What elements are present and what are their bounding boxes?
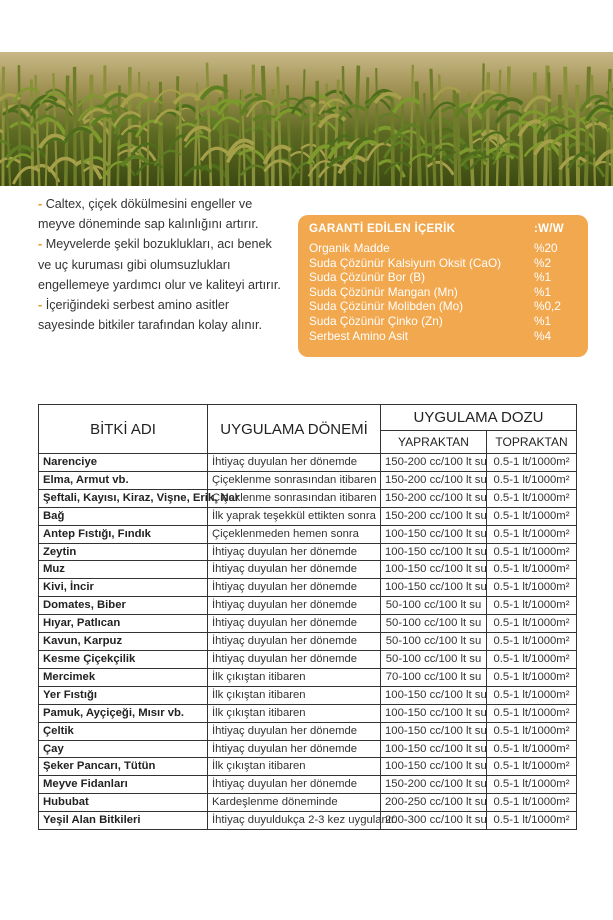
soil-dose-cell: 0.5-1 lt/1000m² xyxy=(487,561,577,579)
guaranteed-content-row xyxy=(309,285,578,300)
header-plant-name: BİTKİ ADI xyxy=(39,405,208,454)
period-cell: İhtiyaç duyulan her dönemde xyxy=(208,740,381,758)
table-row xyxy=(39,489,577,507)
soil-dose-cell: 0.5-1 lt/1000m² xyxy=(487,615,577,633)
period-cell: Çiçeklenmeden hemen sonra xyxy=(208,525,381,543)
guaranteed-content-row xyxy=(309,329,578,344)
guaranteed-content-row xyxy=(309,314,578,329)
soil-dose-cell: 0.5-1 lt/1000m² xyxy=(487,633,577,651)
header-foliar: YAPRAKTAN xyxy=(381,431,487,454)
plant-name-cell: Antep Fıstığı, Fındık xyxy=(39,525,208,543)
foliar-dose-cell: 100-150 cc/100 lt su xyxy=(381,561,487,579)
soil-dose-cell: 0.5-1 lt/1000m² xyxy=(487,812,577,830)
ingredient-value: %4 xyxy=(534,328,552,343)
foliar-dose-cell: 50-100 cc/100 lt su xyxy=(381,650,487,668)
soil-dose-cell: 0.5-1 lt/1000m² xyxy=(487,758,577,776)
foliar-dose-cell: 100-150 cc/100 lt su xyxy=(381,740,487,758)
soil-dose-cell: 0.5-1 lt/1000m² xyxy=(487,543,577,561)
foliar-dose-cell: 100-150 cc/100 lt su xyxy=(381,758,487,776)
foliar-dose-cell: 100-150 cc/100 lt su xyxy=(381,722,487,740)
table-row xyxy=(39,704,577,722)
soil-dose-cell: 0.5-1 lt/1000m² xyxy=(487,454,577,472)
bullet-item: - Caltex, çiçek dökülmesini engeller ve meyve döneminde sap kalınlığını artırır. xyxy=(38,197,259,232)
ingredient-name: Suda Çözünür Bor (B) xyxy=(309,270,426,285)
soil-dose-cell: 0.5-1 lt/1000m² xyxy=(487,740,577,758)
soil-dose-cell: 0.5-1 lt/1000m² xyxy=(487,471,577,489)
table-row xyxy=(39,650,577,668)
guaranteed-content-unit: :W/W xyxy=(534,223,564,235)
plant-name-cell: Çay xyxy=(39,740,208,758)
plant-name-cell: Kivi, İncir xyxy=(39,579,208,597)
guaranteed-content-row xyxy=(309,270,578,285)
plant-name-cell: Domates, Biber xyxy=(39,597,208,615)
guaranteed-content-row xyxy=(309,299,578,314)
period-cell: İlk çıkıştan itibaren xyxy=(208,668,381,686)
period-cell: İhtiyaç duyulan her dönemde xyxy=(208,633,381,651)
foliar-dose-cell: 150-200 cc/100 lt su xyxy=(381,776,487,794)
table-row xyxy=(39,722,577,740)
table-row xyxy=(39,525,577,543)
soil-dose-cell: 0.5-1 lt/1000m² xyxy=(487,686,577,704)
table-row xyxy=(39,507,577,525)
period-cell: İhtiyaç duyulan her dönemde xyxy=(208,543,381,561)
foliar-dose-cell: 100-150 cc/100 lt su xyxy=(381,704,487,722)
ingredient-value: %20 xyxy=(534,241,558,255)
ingredient-name: Suda Çözünür Molibden (Mo) xyxy=(309,299,464,314)
table-row xyxy=(39,471,577,489)
corn-stalks-illustration xyxy=(0,52,613,186)
guaranteed-content-row xyxy=(309,256,578,271)
soil-dose-cell: 0.5-1 lt/1000m² xyxy=(487,525,577,543)
plant-name-cell: Kesme Çiçekçilik xyxy=(39,650,208,668)
table-row xyxy=(39,579,577,597)
plant-name-cell: Şeftali, Kayısı, Kiraz, Vişne, Erik, Nar xyxy=(39,489,208,507)
period-cell: İhtiyaç duyulan her dönemde xyxy=(208,615,381,633)
foliar-dose-cell: 100-150 cc/100 lt su xyxy=(381,579,487,597)
soil-dose-cell: 0.5-1 lt/1000m² xyxy=(487,579,577,597)
soil-dose-cell: 0.5-1 lt/1000m² xyxy=(487,722,577,740)
table-row xyxy=(39,543,577,561)
foliar-dose-cell: 50-100 cc/100 lt su xyxy=(381,633,487,651)
table-row xyxy=(39,812,577,830)
soil-dose-cell: 0.5-1 lt/1000m² xyxy=(487,794,577,812)
table-row xyxy=(39,758,577,776)
ingredient-name: Serbest Amino Asit xyxy=(309,328,409,343)
period-cell: İhtiyaç duyulan her dönemde xyxy=(208,579,381,597)
table-row xyxy=(39,794,577,812)
foliar-dose-cell: 200-300 cc/100 lt su xyxy=(381,812,487,830)
guaranteed-content-title: GARANTİ EDİLEN İÇERİK xyxy=(309,223,456,235)
ingredient-value: %1 xyxy=(534,313,552,328)
period-cell: Çiçeklenme sonrasından itibaren xyxy=(208,471,381,489)
period-cell: İlk çıkıştan itibaren xyxy=(208,686,381,704)
plant-name-cell: Hıyar, Patlıcan xyxy=(39,615,208,633)
ingredient-name: Suda Çözünür Mangan (Mn) xyxy=(309,284,458,299)
foliar-dose-cell: 150-200 cc/100 lt su xyxy=(381,471,487,489)
soil-dose-cell: 0.5-1 lt/1000m² xyxy=(487,597,577,615)
ingredient-value: %1 xyxy=(534,284,552,299)
product-description xyxy=(38,194,283,335)
foliar-dose-cell: 50-100 cc/100 lt su xyxy=(381,615,487,633)
plant-name-cell: Meyve Fidanları xyxy=(39,776,208,794)
plant-name-cell: Muz xyxy=(39,561,208,579)
soil-dose-cell: 0.5-1 lt/1000m² xyxy=(487,668,577,686)
ingredient-value: %0,2 xyxy=(534,299,561,314)
table-row xyxy=(39,633,577,651)
plant-name-cell: Narenciye xyxy=(39,454,208,472)
ingredient-name: Suda Çözünür Çinko (Zn) xyxy=(309,313,443,328)
foliar-dose-cell: 100-150 cc/100 lt su xyxy=(381,686,487,704)
bullet-item: - Meyvelerde şekil bozuklukları, acı benek ve uç kuruması gibi olumsuzlukları engellemeye yardımcı olur ve kaliteyi artırır. xyxy=(38,237,281,292)
foliar-dose-cell: 50-100 cc/100 lt su xyxy=(381,597,487,615)
application-dose-table xyxy=(38,404,577,830)
header-application-period: UYGULAMA DÖNEMİ xyxy=(208,405,381,454)
foliar-dose-cell: 150-200 cc/100 lt su xyxy=(381,507,487,525)
soil-dose-cell: 0.5-1 lt/1000m² xyxy=(487,489,577,507)
header-soil: TOPRAKTAN xyxy=(487,431,577,454)
ingredient-value: %2 xyxy=(534,255,552,270)
plant-name-cell: Yeşil Alan Bitkileri xyxy=(39,812,208,830)
guaranteed-content-row xyxy=(309,241,578,256)
period-cell: İhtiyaç duyulan her dönemde xyxy=(208,561,381,579)
period-cell: İlk çıkıştan itibaren xyxy=(208,758,381,776)
foliar-dose-cell: 150-200 cc/100 lt su xyxy=(381,489,487,507)
table-row xyxy=(39,740,577,758)
period-cell: İlk yaprak teşekkül ettikten sonra xyxy=(208,507,381,525)
plant-name-cell: Yer Fıstığı xyxy=(39,686,208,704)
plant-name-cell: Hububat xyxy=(39,794,208,812)
table-row xyxy=(39,561,577,579)
period-cell: İlk çıkıştan itibaren xyxy=(208,704,381,722)
plant-name-cell: Şeker Pancarı, Tütün xyxy=(39,758,208,776)
period-cell: İhtiyaç duyulan her dönemde xyxy=(208,650,381,668)
soil-dose-cell: 0.5-1 lt/1000m² xyxy=(487,776,577,794)
foliar-dose-cell: 150-200 cc/100 lt su xyxy=(381,454,487,472)
bullet-item: - İçeriğindeki serbest amino asitler sayesinde bitkiler tarafından kolay alınır. xyxy=(38,298,263,333)
corn-field-photo xyxy=(0,52,613,186)
plant-name-cell: Pamuk, Ayçiçeği, Mısır vb. xyxy=(39,704,208,722)
period-cell: İhtiyaç duyulan her dönemde xyxy=(208,776,381,794)
period-cell: Kardeşlenme döneminde xyxy=(208,794,381,812)
plant-name-cell: Elma, Armut vb. xyxy=(39,471,208,489)
ingredient-value: %1 xyxy=(534,270,552,285)
plant-name-cell: Bağ xyxy=(39,507,208,525)
soil-dose-cell: 0.5-1 lt/1000m² xyxy=(487,704,577,722)
table-row xyxy=(39,776,577,794)
period-cell: İhtiyaç duyulan her dönemde xyxy=(208,722,381,740)
soil-dose-cell: 0.5-1 lt/1000m² xyxy=(487,507,577,525)
soil-dose-cell: 0.5-1 lt/1000m² xyxy=(487,650,577,668)
guaranteed-content-header xyxy=(309,223,578,235)
foliar-dose-cell: 100-150 cc/100 lt su xyxy=(381,525,487,543)
table-row xyxy=(39,668,577,686)
table-row xyxy=(39,454,577,472)
period-cell: İhtiyaç duyulan her dönemde xyxy=(208,454,381,472)
foliar-dose-cell: 100-150 cc/100 lt su xyxy=(381,543,487,561)
table-row xyxy=(39,686,577,704)
period-cell: İhtiyaç duyuldukça 2-3 kez uygulanır. xyxy=(208,812,381,830)
plant-name-cell: Mercimek xyxy=(39,668,208,686)
table-row xyxy=(39,597,577,615)
period-cell: İhtiyaç duyulan her dönemde xyxy=(208,597,381,615)
plant-name-cell: Çeltik xyxy=(39,722,208,740)
period-cell: Çiçeklenme sonrasından itibaren xyxy=(208,489,381,507)
table-row xyxy=(39,615,577,633)
header-application-dose: UYGULAMA DOZU xyxy=(381,405,577,431)
foliar-dose-cell: 70-100 cc/100 lt su xyxy=(381,668,487,686)
foliar-dose-cell: 200-250 cc/100 lt su xyxy=(381,794,487,812)
ingredient-name: Organik Madde xyxy=(309,241,390,255)
plant-name-cell: Kavun, Karpuz xyxy=(39,633,208,651)
ingredient-name: Suda Çözünür Kalsiyum Oksit (CaO) xyxy=(309,255,502,270)
guaranteed-content-box xyxy=(298,215,588,357)
plant-name-cell: Zeytin xyxy=(39,543,208,561)
